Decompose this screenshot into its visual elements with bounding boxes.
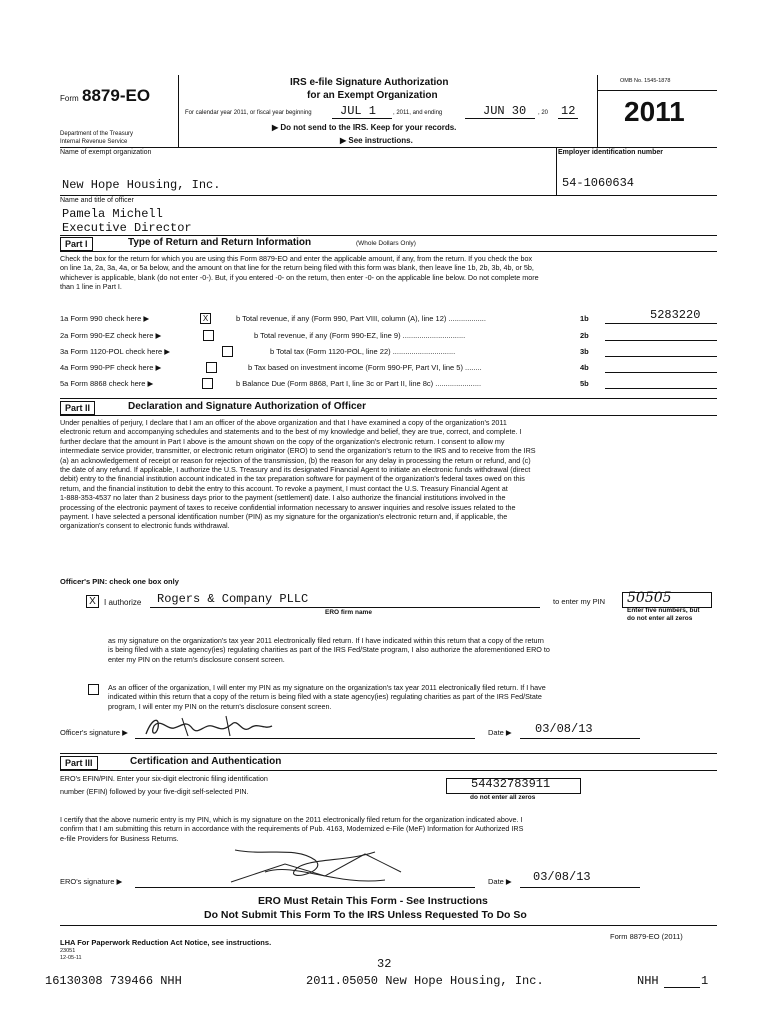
authorize-text: I authorize [104, 598, 142, 607]
officer-date-label: Date ▶ [488, 728, 512, 737]
ein-value: 54-1060634 [562, 176, 635, 190]
pin-note-2: do not enter all zeros [627, 615, 693, 622]
line-1b-label: b Total revenue, if any (Form 990, Part VIII, column (A), line 12) .................. [236, 314, 486, 323]
lha-notice: LHA For Paperwork Reduction Act Notice, see instructions. [60, 938, 272, 947]
form-number: 8879-EO [82, 86, 151, 105]
line-4a-label: 4a Form 990-PF check here ▶ [60, 363, 162, 372]
line-2b-code: 2b [580, 331, 589, 340]
instruction-keep: ▶ Do not send to the IRS. Keep for your records. [272, 123, 457, 132]
dept-line-1: Department of the Treasury [60, 131, 134, 137]
part-1-title-note: (Whole Dollars Only) [356, 240, 416, 247]
line-2b-label: b Total revenue, if any (Form 990-EZ, line 9) .............................. [254, 331, 466, 340]
instruction-see: ▶ See instructions. [340, 136, 413, 145]
form-title-line-1: IRS e-file Signature Authorization [290, 77, 449, 88]
org-name-label: Name of exempt organization [60, 149, 152, 156]
year-prefix: , 20 [538, 110, 549, 116]
line-4b-label: b Tax based on investment income (Form 990-PF, Part VI, line 5) ........ [248, 363, 482, 372]
officer-signature-label: Officer's signature ▶ [60, 728, 128, 737]
part-2-title: Declaration and Signature Authorization of Officer [128, 401, 366, 412]
ero-firm-name: Rogers & Company PLLC [157, 592, 309, 606]
ein-label: Employer identification number [558, 149, 664, 156]
year-suffix: 12 [561, 104, 576, 118]
line-2a-label: 2a Form 990-EZ check here ▶ [60, 331, 162, 340]
line-4b-code: 4b [580, 363, 589, 372]
print-id-left: 16130308 739466 NHH [45, 974, 182, 988]
print-id-center: 2011.05050 New Hope Housing, Inc. [306, 974, 544, 988]
page-number: 32 [377, 957, 392, 971]
to-enter-pin-text: to enter my PIN [553, 597, 606, 606]
ero-date-label: Date ▶ [488, 877, 512, 886]
omb-number: OMB No. 1545-1878 [620, 78, 671, 84]
form-990ez-checkbox[interactable] [203, 330, 214, 341]
ero-date-value: 03/08/13 [533, 870, 591, 884]
form-8868-checkbox[interactable] [202, 378, 213, 389]
print-id-right-num: 1 [701, 974, 709, 988]
officer-date-value: 03/08/13 [535, 722, 593, 736]
officer-label: Name and title of officer [60, 197, 134, 204]
part-1-tag: Part I [60, 237, 93, 251]
pin-note-1: Enter five numbers, but [627, 607, 700, 614]
form-990pf-checkbox[interactable] [206, 362, 217, 373]
form-990-checkbox[interactable]: X [200, 313, 211, 324]
line-1b-code: 1b [580, 314, 589, 323]
officer-enter-pin-checkbox[interactable] [88, 684, 99, 695]
calendar-text: For calendar year 2011, or fiscal year beginning [185, 110, 312, 116]
efin-label-2: number (EFIN) followed by your five-digit self-selected PIN. [60, 787, 249, 796]
officer-pin-heading: Officer's PIN: check one box only [60, 577, 179, 586]
form-prefix: Form [60, 94, 79, 103]
catalog-code-2: 12-05-11 [60, 955, 82, 961]
tax-year: 2011 [624, 96, 685, 127]
line-1a-label: 1a Form 990 check here ▶ [60, 314, 150, 323]
line-3a-label: 3a Form 1120-POL check here ▶ [60, 347, 170, 356]
line-5b-code: 5b [580, 379, 589, 388]
ero-firm-label: ERO firm name [325, 609, 372, 616]
mid-text: , 2011, and ending [393, 110, 443, 116]
officer-enter-pin-text: As an officer of the organization, I will enter my PIN as my signature on the organization's tax year 2011 electronically filed return. If I have indicated within this return that a copy of the return is being filed with a state agency(ies) regulating charities as part of the IRS Fed/State program, I will enter my PIN on the return's disclosure consent screen. [108, 683, 546, 711]
officer-name: Pamela Michell [62, 207, 163, 221]
authorize-more-text: as my signature on the organization's tax year 2011 electronically filed return. If I have indicated within this return that a copy of the return is being filed with a state agency(ies) regulating charities as part of the IRS Fed/State program, I also authorize the aforementioned ERO to enter my PIN on the return's disclosure consent screen. [108, 636, 550, 664]
authorize-ero-checkbox[interactable]: X [86, 595, 99, 608]
declaration-text: Under penalties of perjury, I declare that I am an officer of the above organization and that I have examined a copy of the organization's 2011 electronic return and accompanying schedules and statements and to the best of my knowledge and belief, they are true, correct, and complete. I further declare that the amount in Part I above is the amount shown on the copy of the organization's electronic return. I consent to allow my intermediate service provider, transmitter, or electronic return originator (ERO) to send the organization's return to the IRS and to receive from the IRS (a) an acknowledgement of receipt or reason for rejection of the transmission, (b) the reason for any delay in processing the return or refund, and (c) the date of any refund. If applicable, I authorize the U.S. Treasury and its designated Financial Agent to initiate an electronic funds withdrawal (direct debit) entry to the financial institution account indicated in the tax preparation software for payment of the organization's federal taxes owed on this return, and the financial institution to debit the entry to this account. To revoke a payment, I must contact the U.S. Treasury Financial Agent at 1-888-353-4537 no later than 2 business days prior to the payment (settlement) date. I also authorize the financial institutions involved in the processing of the electronic payment of taxes to receive confidential information necessary to answer inquiries and resolve issues related to the payment. I have selected a personal identification number (PIN) as my signature for the organization's electronic return and, if applicable, the organization's consent to electronic funds withdrawal. [60, 418, 536, 531]
efin-pin-value: 54432783911 [471, 777, 551, 791]
line-1b-amount: 5283220 [650, 308, 701, 322]
begin-date: JUL 1 [340, 104, 377, 118]
efin-label-1: ERO's EFIN/PIN. Enter your six-digit electronic filing identification [60, 774, 268, 783]
line-5b-label: b Balance Due (Form 8868, Part I, line 3c or Part II, line 8c) ...................... [236, 379, 482, 388]
form-reference: Form 8879-EO (2011) [610, 932, 683, 941]
officer-pin-box[interactable] [622, 592, 712, 608]
part-1-title: Type of Return and Return Information [128, 237, 312, 248]
line-3b-code: 3b [580, 347, 589, 356]
end-date: JUN 30 [483, 104, 527, 118]
ero-signature [225, 842, 405, 888]
catalog-code-1: 23051 [60, 948, 76, 954]
part-1-intro: Check the box for the return for which you are using this Form 8879-EO and enter the applicable amount, if any, from the return. If you check the box on line 1a, 2a, 3a, 4a, or 5a below, and the amount on that line for the return being filed with this form was blank, then leave line 1b, 2b, 3b, 4b, or 5b, whichever is applicable, blank (do not enter -0-). But, if you entered -0- on the return, then enter -0- on the applicable line below. Do not complete more than 1 line in Part I. [60, 254, 539, 292]
line-5a-label: 5a Form 8868 check here ▶ [60, 379, 154, 388]
form-1120pol-checkbox[interactable] [222, 346, 233, 357]
officer-title: Executive Director [62, 221, 192, 235]
form-title-line-2: for an Exempt Organization [307, 90, 438, 101]
dept-line-2: Internal Revenue Service [60, 139, 128, 145]
part-3-tag: Part III [60, 756, 98, 770]
officer-pin-value: 50505 [627, 590, 672, 606]
ero-signature-label: ERO's signature ▶ [60, 877, 123, 886]
part-3-title: Certification and Authentication [130, 756, 282, 767]
efin-note: do not enter all zeros [470, 794, 536, 801]
part-2-tag: Part II [60, 401, 95, 415]
certification-text: I certify that the above numeric entry is my PIN, which is my signature on the 2011 electronically filed return for the organization indicated above. I confirm that I am submitting this return in accordance with the requirements of Pub. 4163, Modernized e-File (MeF) Information for Authorized IRS e-file Providers for Business Returns. [60, 815, 524, 843]
line-3b-label: b Total tax (Form 1120-POL, line 22) .............................. [270, 347, 456, 356]
org-name-value: New Hope Housing, Inc. [62, 178, 221, 192]
print-id-right: NHH [637, 974, 659, 988]
efin-pin-box[interactable] [446, 778, 581, 794]
no-submit-notice: Do Not Submit This Form To the IRS Unless Requested To Do So [204, 909, 527, 921]
retain-notice: ERO Must Retain This Form - See Instructions [258, 895, 488, 907]
